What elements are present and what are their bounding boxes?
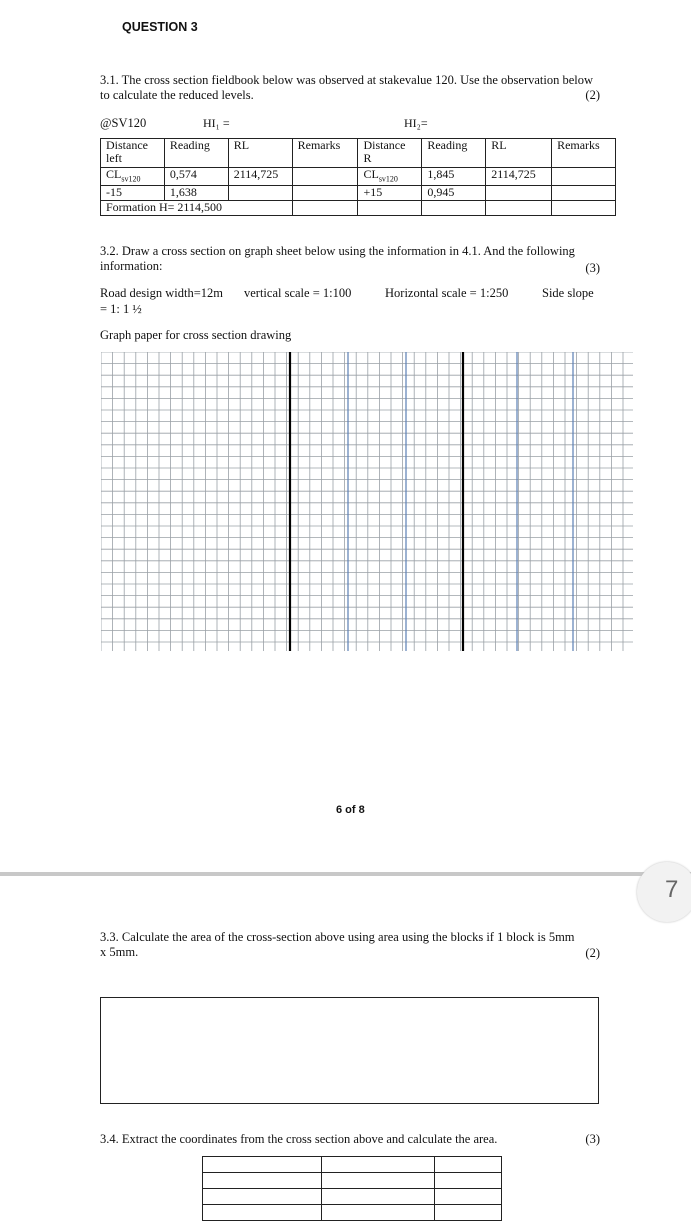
q34-text: 3.4. Extract the coordinates from the cross section above and calculate the area.	[100, 1132, 498, 1146]
graph-label: Graph paper for cross section drawing	[100, 328, 292, 342]
hi1-label: HI₁ =	[203, 116, 230, 130]
coord-cell[interactable]	[435, 1189, 502, 1205]
q33-marks: (2)	[585, 946, 600, 960]
cell-cl-right: $CL_{sv120}$	[358, 168, 422, 186]
header-distance-left: Distance left	[101, 139, 165, 168]
graph-paper[interactable]	[101, 352, 633, 651]
cell-rl	[486, 186, 552, 201]
coord-cell[interactable]	[203, 1157, 322, 1173]
q32-text: 3.2. Draw a cross section on graph sheet below using the information in 4.1. And the following information:	[100, 244, 575, 273]
cell-remarks	[552, 186, 616, 201]
design-width: Road design width=12m	[100, 286, 224, 300]
page-separator	[0, 872, 691, 876]
coord-cell[interactable]	[203, 1205, 322, 1221]
vertical-scale: vertical scale = 1:100	[244, 286, 352, 300]
coord-cell[interactable]	[322, 1173, 435, 1189]
answer-box[interactable]	[100, 997, 599, 1104]
cell-formation: Formation H= 2114,500	[101, 201, 293, 216]
coord-row	[203, 1173, 502, 1189]
header-rl-left: RL	[228, 139, 292, 168]
cell-empty	[486, 201, 552, 216]
cell-empty	[358, 201, 422, 216]
question-title: QUESTION 3	[122, 20, 198, 34]
fieldbook-header-row	[101, 139, 616, 168]
q33-text: 3.3. Calculate the area of the cross-section above using area using the blocks if 1 block is 5mm x 5mm.	[100, 930, 575, 959]
fieldbook-row	[101, 186, 616, 201]
cell-distance: +15	[358, 186, 422, 201]
coord-cell[interactable]	[322, 1189, 435, 1205]
graph-grid	[101, 352, 633, 651]
cell-rl	[228, 186, 292, 201]
cell-empty	[422, 201, 486, 216]
cell-remarks	[552, 168, 616, 186]
cell-reading: 0,574	[164, 168, 228, 186]
side-slope-label: Side slope	[542, 286, 594, 300]
fieldbook-row	[101, 201, 616, 216]
coord-row	[203, 1157, 502, 1173]
cell-rl: 2114,725	[486, 168, 552, 186]
cell-reading: 1,638	[164, 186, 228, 201]
coord-cell[interactable]	[203, 1189, 322, 1205]
header-reading-right: Reading	[422, 139, 486, 168]
page-number-badge	[637, 862, 691, 922]
q34-marks: (3)	[585, 1132, 600, 1146]
fieldbook-row	[101, 168, 616, 186]
cell-reading: 0,945	[422, 186, 486, 201]
cell-empty	[552, 201, 616, 216]
cell-empty	[292, 201, 358, 216]
horizontal-scale: Horizontal scale = 1:250	[385, 286, 509, 300]
cell-distance: -15	[101, 186, 165, 201]
coord-cell[interactable]	[435, 1205, 502, 1221]
header-remarks-right: Remarks	[552, 139, 616, 168]
coord-cell[interactable]	[435, 1157, 502, 1173]
header-remarks-left: Remarks	[292, 139, 358, 168]
header-rl-right: RL	[486, 139, 552, 168]
coord-cell[interactable]	[322, 1205, 435, 1221]
page-number: 7	[665, 876, 679, 903]
q31-text: 3.1. The cross section fieldbook below was observed at stakevalue 120. Use the observation below to calculate the reduced levels.	[100, 73, 594, 102]
q32-marks: (3)	[585, 261, 600, 275]
cell-rl: 2114,725	[228, 168, 292, 186]
header-distance-right: Distance R	[358, 139, 422, 168]
page-footer: 6 of 8	[336, 804, 365, 816]
cell-remarks	[292, 168, 358, 186]
q31-marks: (2)	[585, 88, 600, 102]
side-slope-value: = 1: 1 ½	[100, 302, 142, 316]
fieldbook-table	[100, 138, 616, 216]
coord-cell[interactable]	[435, 1173, 502, 1189]
header-reading-left: Reading	[164, 139, 228, 168]
coord-row	[203, 1189, 502, 1205]
hi2-label: HI₂=	[404, 116, 428, 130]
station-label: @SV120	[100, 116, 147, 130]
cell-remarks	[292, 186, 358, 201]
coord-cell[interactable]	[322, 1157, 435, 1173]
cell-cl-left: $CL_{sv120}$	[101, 168, 165, 186]
coord-cell[interactable]	[203, 1173, 322, 1189]
coord-row	[203, 1205, 502, 1221]
cell-reading: 1,845	[422, 168, 486, 186]
coordinates-table	[202, 1156, 502, 1221]
